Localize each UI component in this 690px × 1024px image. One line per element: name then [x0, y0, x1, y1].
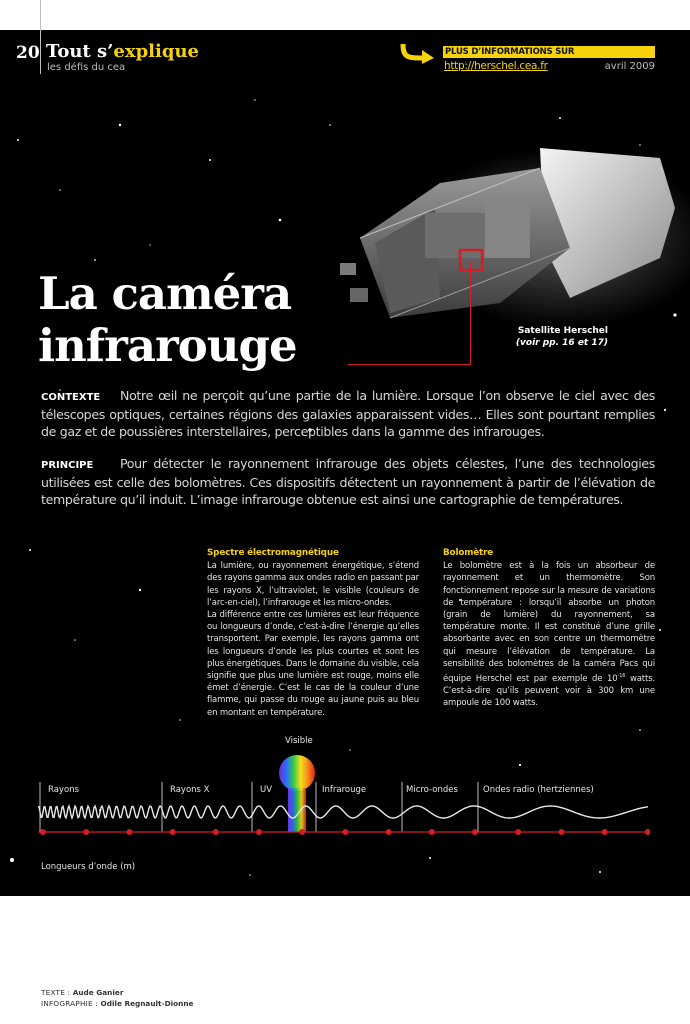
axis-dots — [40, 829, 650, 835]
principe-label: PRINCIPE — [41, 460, 94, 471]
infographie-credit-author: Odile Regnault-Dionne — [100, 999, 194, 1008]
section-subtitle: les défis du cea — [47, 62, 126, 73]
contexte-paragraph — [41, 387, 655, 440]
info-link[interactable]: http://herschel.cea.fr — [444, 60, 548, 72]
bolometre-column — [443, 547, 655, 709]
satellite-caption — [450, 325, 608, 349]
axis-dot — [126, 829, 132, 835]
band-label-micro-ondes: Micro-ondes — [406, 785, 458, 795]
issue-date: avril 2009 — [604, 61, 655, 72]
band-label-uv: UV — [260, 785, 273, 795]
section-title-yellow: explique — [113, 41, 199, 62]
contexte-text: Notre œil ne perçoit qu’une partie de la lumière. Lorsque l’on observe le ciel avec des télescopes optiques, certaines régions des galaxies apparaissent vides… Elles sont pourtant remplies de gaz et de poussières interstellaires, perceptibles dans la gamme des infrarouges. — [41, 388, 655, 439]
axis-dot — [515, 829, 521, 835]
bolometre-text-end: watts. C’est-à-dire qu’ils peuvent voir à 300 km une ampoule de 100 watts. — [443, 673, 656, 709]
satellite-caption-ref: (voir pp. 16 et 17) — [515, 338, 608, 348]
axis-dot — [645, 829, 650, 835]
band-label-infrarouge: Infrarouge — [322, 785, 367, 795]
section-title — [46, 41, 199, 62]
wavelength-wave — [38, 806, 648, 818]
principe-paragraph — [41, 455, 655, 508]
band-label-ondes-radio: Ondes radio (hertziennes) — [483, 785, 594, 795]
axis-dot — [558, 829, 564, 835]
bolometre-text: Le bolomètre est à la fois un absorbeur de rayonnement et un thermomètre. Son fonctionnement repose sur la mesure de variations de température : lorsqu’il absorbe un photon (grain de lumière) du rayonnement, sa température monte. Il est constitué d’une grille absorbante avec en son centre un thermomètre qui mesure l’élévation de température. La sensibilité des bolomètres de la caméra Pacs qui équipe Herschel est par exemple de 10 — [443, 561, 655, 684]
bolometre-paragraph — [443, 560, 655, 709]
visible-label: Visible — [285, 736, 313, 746]
axis-dot — [40, 829, 46, 835]
title-line-1: La caméra — [38, 267, 292, 320]
callout-line-vertical — [470, 262, 471, 365]
axis-dot — [342, 829, 348, 835]
spectre-heading: Spectre électromagnétique — [207, 548, 339, 558]
visible-light-circle — [279, 755, 315, 791]
credits — [41, 987, 193, 1009]
visible-light-beam — [288, 788, 306, 832]
axis-dot — [299, 829, 305, 835]
spectrum-diagram — [38, 750, 650, 850]
infographie-credit-label: INFOGRAPHIE : — [41, 999, 101, 1008]
axis-label: Longueurs d’onde (m) — [41, 862, 136, 872]
page-number: 20 — [16, 43, 40, 63]
axis-dot — [386, 829, 392, 835]
top-rule — [40, 0, 41, 74]
axis-dot — [83, 829, 89, 835]
spectre-paragraph-2: La différence entre ces lumières est leur fréquence ou longueurs d’onde, c’est-à-dire l’énergie qu’elles transportent. Par exemple, les rayons gamma ont les longueurs d’onde les plus courtes et sont les plus énergétiques. Dans le domaine du visible, cela signifie que plus une lumière est rouge, moins elle émet d’énergie. C’est le cas de la couleur d’une flamme, qui passe du rouge au jaune puis au bleu en montant en température. — [207, 610, 419, 718]
band-label-rayons-x: Rayons X — [170, 785, 210, 795]
text-credit-label: TEXTE : — [41, 988, 73, 997]
spectre-column — [207, 547, 419, 719]
axis-dot — [170, 829, 176, 835]
callout-line-horizontal — [348, 364, 471, 365]
satellite-caption-name: Satellite Herschel — [517, 326, 608, 336]
spectre-paragraph-1: La lumière, ou rayonnement énergétique, s’étend des rayons gamma aux ondes radio en passant par les rayons X, l’ultraviolet, le visible (couleurs de l’arc-en-ciel), l’infrarouge et les micro-ondes. — [207, 561, 419, 608]
axis-dot — [213, 829, 219, 835]
axis-dot — [602, 829, 608, 835]
section-title-white: Tout s’ — [46, 41, 114, 62]
axis-dot — [429, 829, 435, 835]
arrow-icon — [400, 42, 436, 64]
axis-dot — [256, 829, 262, 835]
axis-dot — [472, 829, 478, 835]
text-credit-author: Aude Ganier — [72, 988, 124, 997]
principe-text: Pour détecter le rayonnement infrarouge des objets célestes, l’une des technologies utilisées est celle des bolomètres. Ces dispositifs détectent un rayonnement à partir de l’élévation de température qu’il induit. L’image infrarouge obtenue est ainsi une cartographie de températures. — [41, 456, 655, 507]
title-line-2: infrarouge — [38, 319, 297, 372]
contexte-label: CONTEXTE — [41, 392, 101, 403]
band-label-rayons: Rayons — [48, 785, 79, 795]
bolometre-exponent: -16 — [617, 673, 626, 680]
page-title — [38, 268, 297, 372]
bolometre-heading: Bolomètre — [443, 548, 494, 558]
herschel-satellite-image — [330, 128, 690, 348]
info-label: PLUS D’INFORMATIONS SUR — [443, 46, 655, 58]
